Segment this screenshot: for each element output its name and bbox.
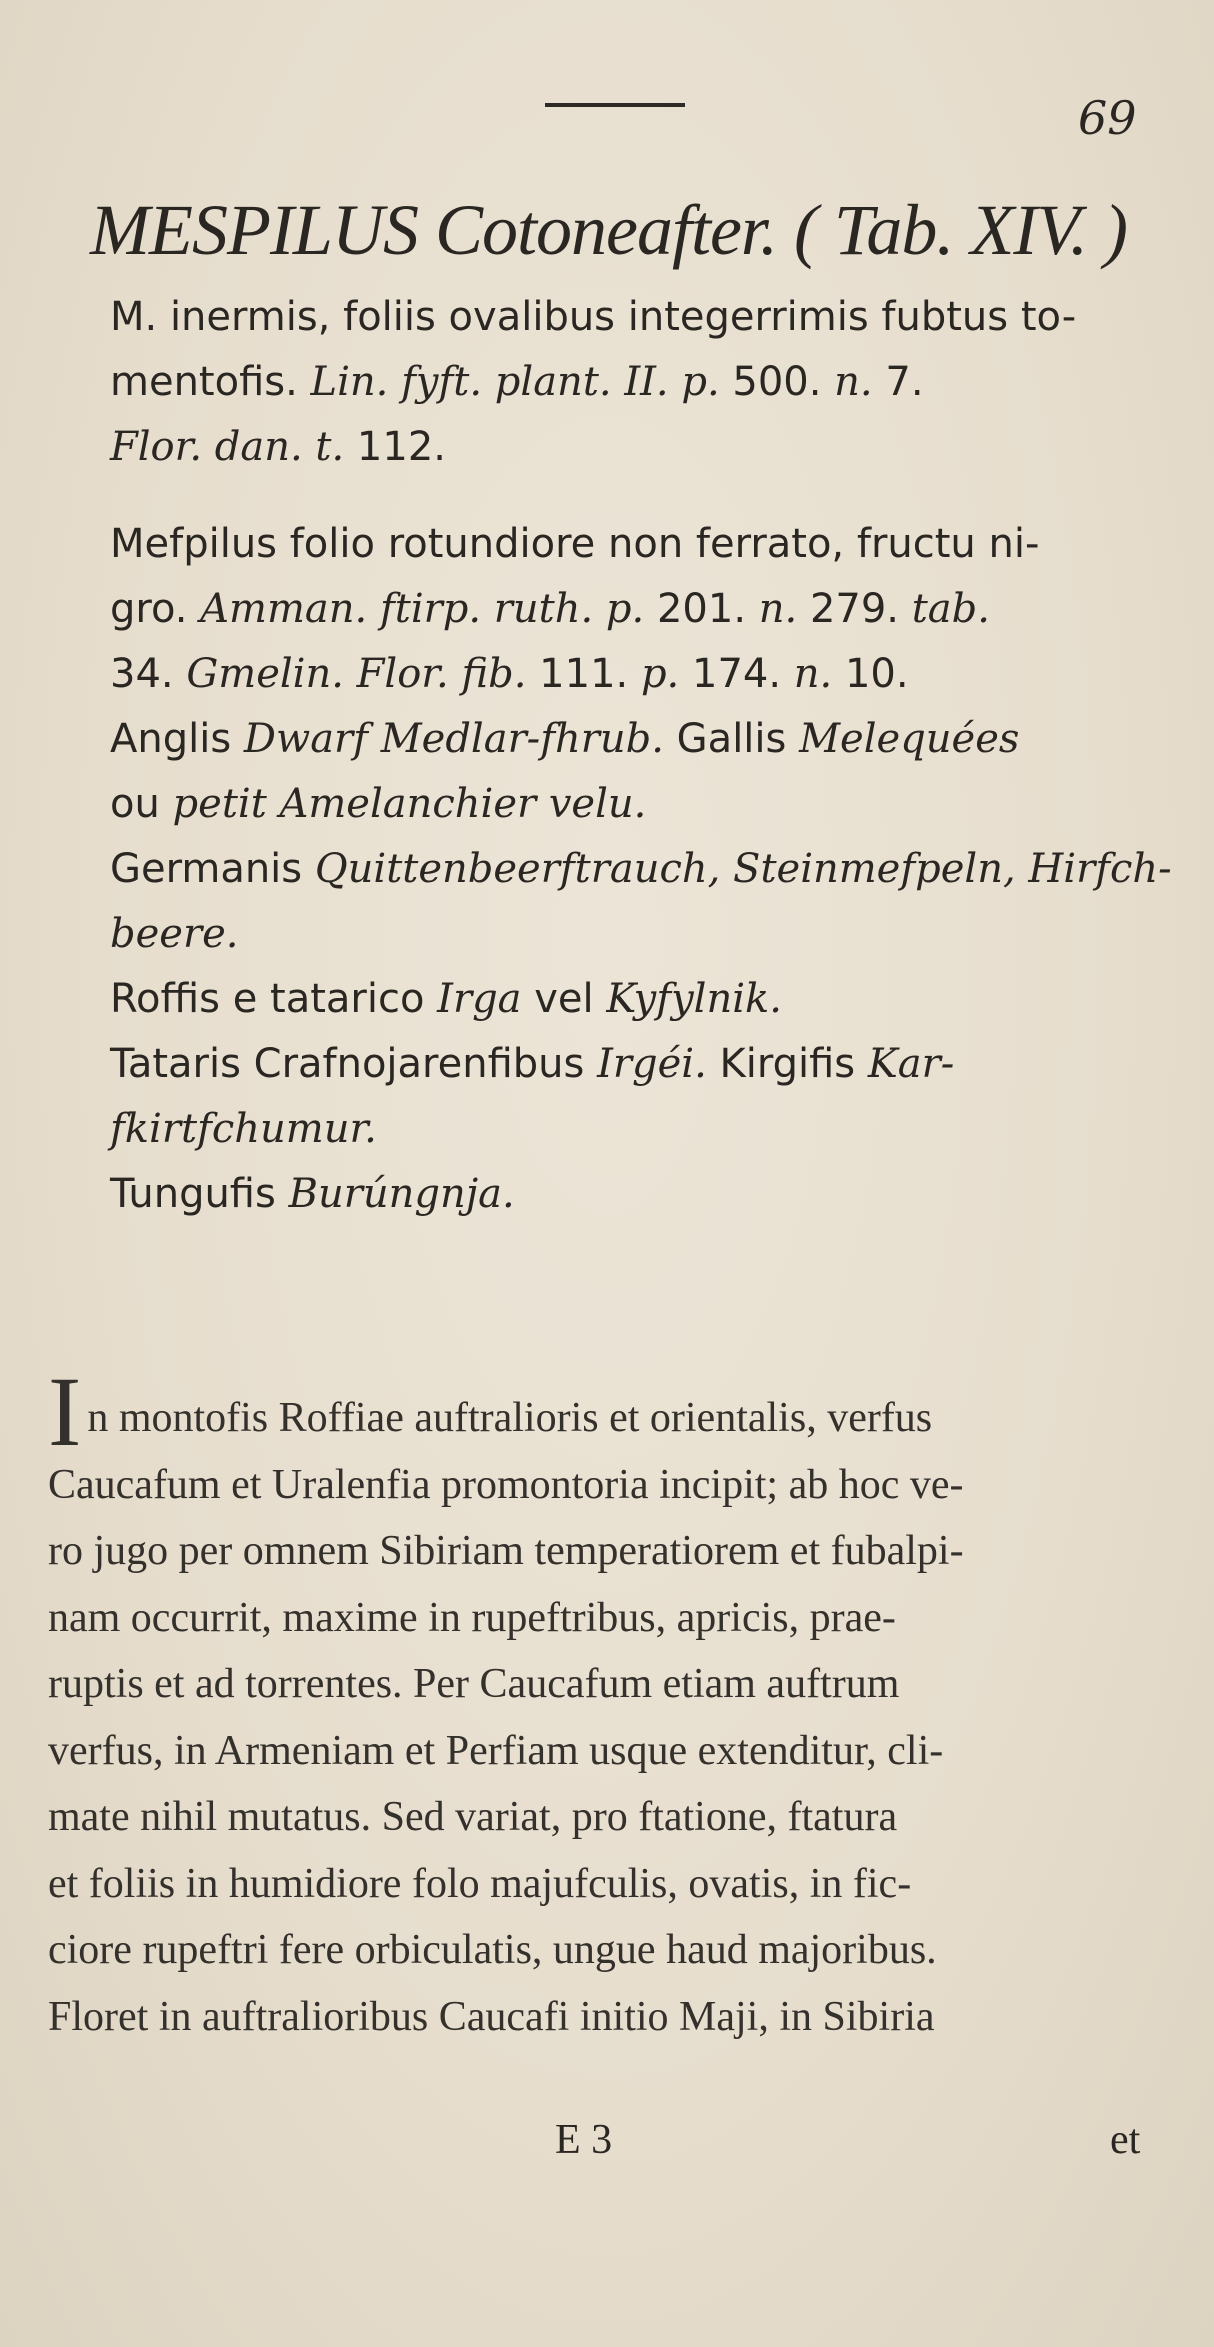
italic-segment: Irgéi. bbox=[597, 1041, 707, 1087]
entry-line bbox=[110, 902, 1185, 967]
text-segment: Anglis bbox=[110, 716, 244, 762]
italic-segment: Kar- bbox=[867, 1041, 955, 1087]
text-segment: Roffis e tatarico bbox=[110, 976, 438, 1022]
entry-line bbox=[110, 350, 1185, 415]
entry-line bbox=[110, 577, 1185, 642]
italic-segment: Lin. fyft. plant. II. p. bbox=[310, 359, 720, 405]
italic-segment: n. bbox=[793, 651, 833, 697]
text-segment: vel bbox=[521, 976, 607, 1022]
prose-line: Caucafum et Uralenfia promontoria incipit; ab hoc ve- bbox=[48, 1461, 964, 1508]
drop-cap: I bbox=[48, 1356, 82, 1467]
text-segment: 34. bbox=[110, 651, 187, 697]
text-segment: Tataris Crafnojarenfibus bbox=[110, 1041, 598, 1087]
prose-line: mate nihil mutatus. Sed variat, pro ftatione, ftatura bbox=[48, 1794, 898, 1840]
text-segment: 279. bbox=[797, 586, 912, 632]
prose-line: verfus, in Armeniam et Perfiam usque extenditur, cli- bbox=[48, 1727, 944, 1774]
prose-line: ro jugo per omnem Sibiriam temperatiorem et fubalpi- bbox=[48, 1528, 964, 1574]
text-segment: 174. bbox=[679, 651, 794, 697]
entry-tataris bbox=[110, 1032, 1185, 1162]
entry-line bbox=[110, 1032, 1185, 1097]
entry-line bbox=[110, 707, 1185, 772]
entry-diagnosis bbox=[110, 285, 1185, 480]
entry-line bbox=[110, 1097, 1185, 1162]
italic-segment: Quittenbeerftrauch, Steinmefpeln, Hirfch- bbox=[314, 846, 1172, 892]
text-segment: gro. bbox=[110, 586, 201, 632]
page-number: 69 bbox=[1078, 91, 1137, 145]
italic-segment: fkirtfchumur. bbox=[110, 1106, 377, 1152]
italic-segment: tab. bbox=[911, 586, 990, 632]
page-footer bbox=[0, 2100, 1214, 2180]
prose-line: Floret in auftralioribus Caucafi initio Maji, in Sibiria bbox=[48, 1993, 935, 2040]
signature-mark: E 3 bbox=[555, 2117, 613, 2163]
entry-synonym bbox=[110, 512, 1185, 707]
text-segment: Germanis bbox=[110, 846, 315, 892]
prose-line: nam occurrit, maxime in rupeftribus, apricis, prae- bbox=[48, 1594, 896, 1641]
italic-segment: Gmelin. Flor. fib. bbox=[186, 651, 527, 697]
text-segment: Kirgifis bbox=[706, 1041, 868, 1087]
italic-segment: Dwarf Medlar-fhrub. bbox=[243, 716, 664, 762]
text-segment: 201. bbox=[644, 586, 759, 632]
entry-anglis bbox=[110, 707, 1185, 837]
catchword: et bbox=[1110, 2117, 1141, 2163]
text-segment: Gallis bbox=[663, 716, 800, 762]
text-segment: Tungufis bbox=[110, 1171, 289, 1217]
entry-line bbox=[110, 772, 1185, 837]
entry-line bbox=[110, 285, 1185, 350]
italic-segment: n. bbox=[758, 586, 798, 632]
italic-segment: Amman. ftirp. ruth. p. bbox=[200, 586, 645, 632]
entry-line bbox=[110, 512, 1185, 577]
italic-segment: n. bbox=[834, 359, 873, 405]
text-segment: ou bbox=[110, 781, 173, 827]
italic-segment: petit Amelanchier velu. bbox=[172, 781, 647, 827]
prose-line: ciore rupeftri fere orbiculatis, ungue haud majoribus. bbox=[48, 1927, 937, 1973]
entry-line bbox=[110, 837, 1185, 902]
italic-segment: Melequées bbox=[799, 716, 1020, 762]
entry-line bbox=[110, 415, 1185, 480]
body-paragraph bbox=[48, 1356, 1178, 2050]
entry-tungufis bbox=[110, 1162, 1185, 1227]
entry-line bbox=[110, 967, 1185, 1032]
italic-segment: p. bbox=[640, 651, 680, 697]
italic-segment: Kyfylnik. bbox=[606, 976, 782, 1022]
entry-line bbox=[110, 1162, 1185, 1227]
prose-line-text: n montofis Roffiae auftralioris et orientalis, verfus bbox=[87, 1395, 933, 1441]
text-segment: 111. bbox=[526, 651, 641, 697]
prose-line: ruptis et ad torrentes. Per Caucafum etiam auftrum bbox=[48, 1661, 900, 1707]
italic-segment: Flor. dan. t. bbox=[110, 424, 345, 470]
text-segment: 112. bbox=[344, 424, 446, 470]
italic-segment: beere. bbox=[110, 911, 239, 957]
entry-roffis bbox=[110, 967, 1185, 1032]
species-title: MESPILUS Cotoneafter. ( Tab. XIV. ) bbox=[90, 190, 1127, 270]
entries-block bbox=[110, 285, 1185, 1227]
text-segment: M. inermis, foliis ovalibus integerrimis fubtus to- bbox=[110, 294, 1077, 340]
italic-segment: Irga bbox=[437, 976, 522, 1022]
text-segment: Mefpilus folio rotundiore non ferrato, fructu ni- bbox=[110, 521, 1040, 567]
text-segment: mentofis. bbox=[110, 359, 311, 405]
text-segment: 500. bbox=[719, 359, 835, 405]
prose-line-first bbox=[48, 1356, 1178, 1467]
entry-germanis bbox=[110, 837, 1185, 967]
text-segment: 10. bbox=[832, 651, 909, 697]
prose-line: et foliis in humidiore folo majufculis, ovatis, in fic- bbox=[48, 1860, 912, 1907]
header-rule bbox=[545, 103, 685, 107]
entry-line bbox=[110, 642, 1185, 707]
text-segment: 7. bbox=[872, 359, 924, 405]
italic-segment: Burúngnja. bbox=[288, 1171, 515, 1217]
